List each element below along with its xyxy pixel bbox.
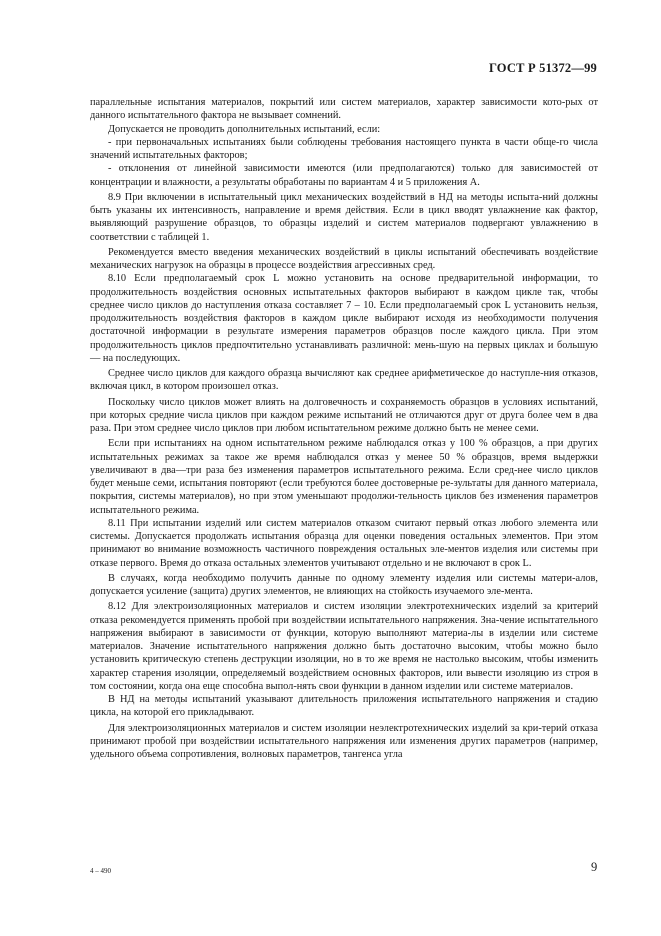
list-item: - при первоначальных испытаниях были соблюдены требования настоящего пункта в части обще-го числа значений испытательных факторов; (90, 136, 598, 161)
paragraph: Если при испытаниях на одном испытательном режиме наблюдался отказ у 100 % образцов, а при других испытательных режимах за такое же время наблюдался отказ у менее 50 % образцов, время выдержки увеличивают в два—три раза без изменения параметров испытательного режима. Если сред-нее число циклов будет меньше семи, испытания повторяют (если требуются более достоверные ре-зультаты для данного материала, покрытия, системы материалов), но при этом уменьшают продолжи-тельность циклов без изменения параметров испытательного режима. (90, 438, 598, 516)
page-header-title: ГОСТ Р 51372—99 (488, 61, 597, 75)
paragraph: 8.10 Если предполагаемый срок L можно установить на основе предварительной информации, то продолжительность воздействия основных испытательных факторов выбирают в каждом цикле так, чтобы среднее число циклов до наступления отказа составляет 7 – 10. Если предполагаемый срок L установить нельзя, продолжительность воздействия факторов в каждом цикле выбирают исходя из необходимости получения достаточной информации в результате измерения параметров образцов после каждого цикла. При этом продолжительность циклов предпочтительно устанавливать различной: мень-шую на первых циклах и большую — на последующих. (90, 273, 598, 364)
paragraph: 8.11 При испытании изделий или систем материалов отказом считают первый отказ любого элемента или системы. Допускается продолжать испытания образца для оценки поведения остальных элементов. При этом принимают во внимание возможность частичного повреждения остальных эле-ментов изделия или системы при отказе первого. Время до отказа остальных элементов учитывают отдельно и не включают в срок L. (90, 517, 598, 569)
page-number: 9 (591, 860, 598, 874)
paragraph: Допускается не проводить дополнительных испытаний, если: (108, 123, 381, 135)
paragraph: параллельные испытания материалов, покрытий или систем материалов, характер зависимости кото-рых от данного испытательного фактора не вызывает сомнений. (90, 97, 598, 122)
footer-code: 4 – 490 (90, 867, 111, 875)
paragraph: В случаях, когда необходимо получить данные по одному элементу изделия или системы матери-алов, допускается усиление (защита) других элементов, не влияющих на стойкость изучаемого эле-мента. (90, 572, 598, 597)
document-body (90, 96, 598, 761)
paragraph: Для электроизоляционных материалов и систем изоляции неэлектротехнических изделий за кри-терий отказа принимают пробой при воздействии испытательного напряжения или изменения других параметров (например, удельного объема сопротивления, волновых параметров, тангенса угла (90, 722, 598, 760)
paragraph: В НД на методы испытаний указывают длительность приложения испытательного напряжения и стадию цикла, на которой его прикладывают. (90, 694, 598, 719)
paragraph: 8.12 Для электроизоляционных материалов и систем изоляции электротехнических изделий за критерий отказа рекомендуется применять пробой при воздействии испытательного напряжения. Зна-чение испытательного напряжения выбирают в зависимости от функции, которую выполняют материа-лы в изделии или системе материалов. Значение испытательного напряжения должно быть достаточно высоким, чтобы можно было установить критическую степень деструкции изоляции, но в то же время не настолько высоким, чтобы изменить характер старения изоляции, определяемый воздействием основных факторов, или вывести изоляцию из строя в том состоянии, когда она еще способна выпол-нять свои функции в данном изделии или системе материалов. (90, 601, 598, 692)
list-item: - отклонения от линейной зависимости имеются (или предполагаются) только для зависимостей от концентрации и влажности, а результаты обработаны по вариантам 4 и 5 приложения А. (90, 163, 598, 188)
paragraph: Рекомендуется вместо введения механических воздействий в циклы испытаний обеспечивать воздействие механических нагрузок на образцы в процессе воздействия агрессивных сред. (90, 246, 598, 271)
paragraph: Поскольку число циклов может влиять на долговечность и сохраняемость образцов в условиях испытаний, при которых средние числа циклов при каждом режиме испытаний не отличаются друг от друга более чем в два раза. При этом среднее число циклов при любом испытательном режиме должно быть не менее семи. (90, 396, 598, 434)
paragraph: Среднее число циклов для каждого образца вычисляют как среднее арифметическое до наступле-ния отказов, включая цикл, в котором произошел отказ. (90, 368, 598, 393)
paragraph: 8.9 При включении в испытательный цикл механических воздействий в НД на методы испыта-ний должны быть указаны их интенсивность, направление и время действия. Если в цикл вводят увлажнение как фактор, выявляющий разрушение образцов, то образцы изделий и систем материалов подвергают увлажнению в соответствии с таблицей 1. (90, 191, 598, 243)
